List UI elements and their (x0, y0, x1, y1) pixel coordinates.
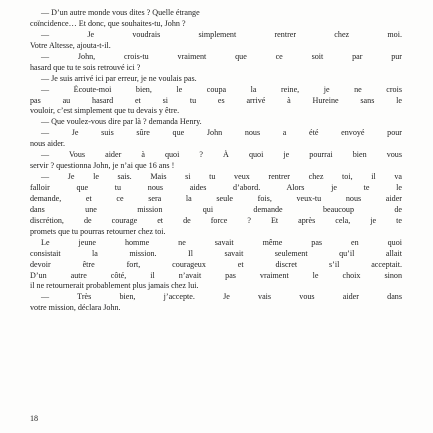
text-line: — D’un autre monde vous dites ? Quelle étrange (41, 8, 200, 17)
text-line: promets que tu pourras retourner chez toi. (30, 226, 166, 236)
text-line: hasard que tu te sois retrouvé ici ? (30, 62, 141, 72)
text-line: Votre Altesse, ajouta-t-il. (30, 40, 111, 50)
text-line: Le jeune homme ne savait même pas en quoi (41, 237, 402, 247)
page-number: 18 (30, 414, 39, 423)
text-line: — Je voudrais simplement rentrer chez moi. (41, 29, 402, 39)
text-line: dans une mission qui demande beaucoup de (30, 204, 402, 214)
text-line: falloir que tu nous aides d’abord. Alors je te le (30, 183, 402, 192)
text-line: D’un autre côté, il n’avait pas vraiment le choix sinon (30, 270, 402, 280)
text-line: devoir être fort, courageux et discret s’il acceptait. (30, 259, 402, 269)
text-line: pas au hasard et si tu es arrivé à Hureine sans le (30, 95, 402, 105)
body-text (30, 8, 402, 314)
text-line: vouloir, c’est simplement que tu devais y être. (30, 106, 180, 116)
text-line: nous aider. (30, 139, 66, 149)
text-line: — Vous aider à quoi ? À quoi je pourrai bien vous (41, 150, 402, 160)
text-line: — Que voulez-vous dire par là ? demanda Henry. (41, 117, 202, 127)
text-line: coïncidence… Et donc, que souhaites-tu, John ? (30, 18, 186, 28)
text-line: — Écoute-moi bien, le coupa la reine, je ne crois (41, 84, 402, 94)
text-line: il ne retournerait probablement plus jamais chez lui. (30, 281, 199, 291)
text-line: demande, et ce sera la seule fois, veux-tu nous aider (30, 193, 402, 203)
text-line: discrétion, de courage et de force ? Et après cela, je te (30, 215, 402, 225)
text-line: — Très bien, j’accepte. Je vais vous aider dans (41, 292, 402, 302)
text-line: — Je suis arrivé ici par erreur, je ne voulais pas. (41, 73, 197, 83)
text-line: votre mission, déclara John. (30, 303, 121, 313)
text-line: servir ? questionna John, je n’ai que 16 ans ! (30, 161, 175, 171)
text-line: — Je le sais. Mais si tu veux rentrer chez toi, il va (41, 172, 402, 182)
text-line: — John, crois-tu vraiment que ce soit par pur (41, 51, 402, 61)
text-line: consistait la mission. Il savait seulement qu’il allait (30, 248, 402, 258)
text-line: — Je suis sûre que John nous a été envoyé pour (41, 128, 402, 138)
